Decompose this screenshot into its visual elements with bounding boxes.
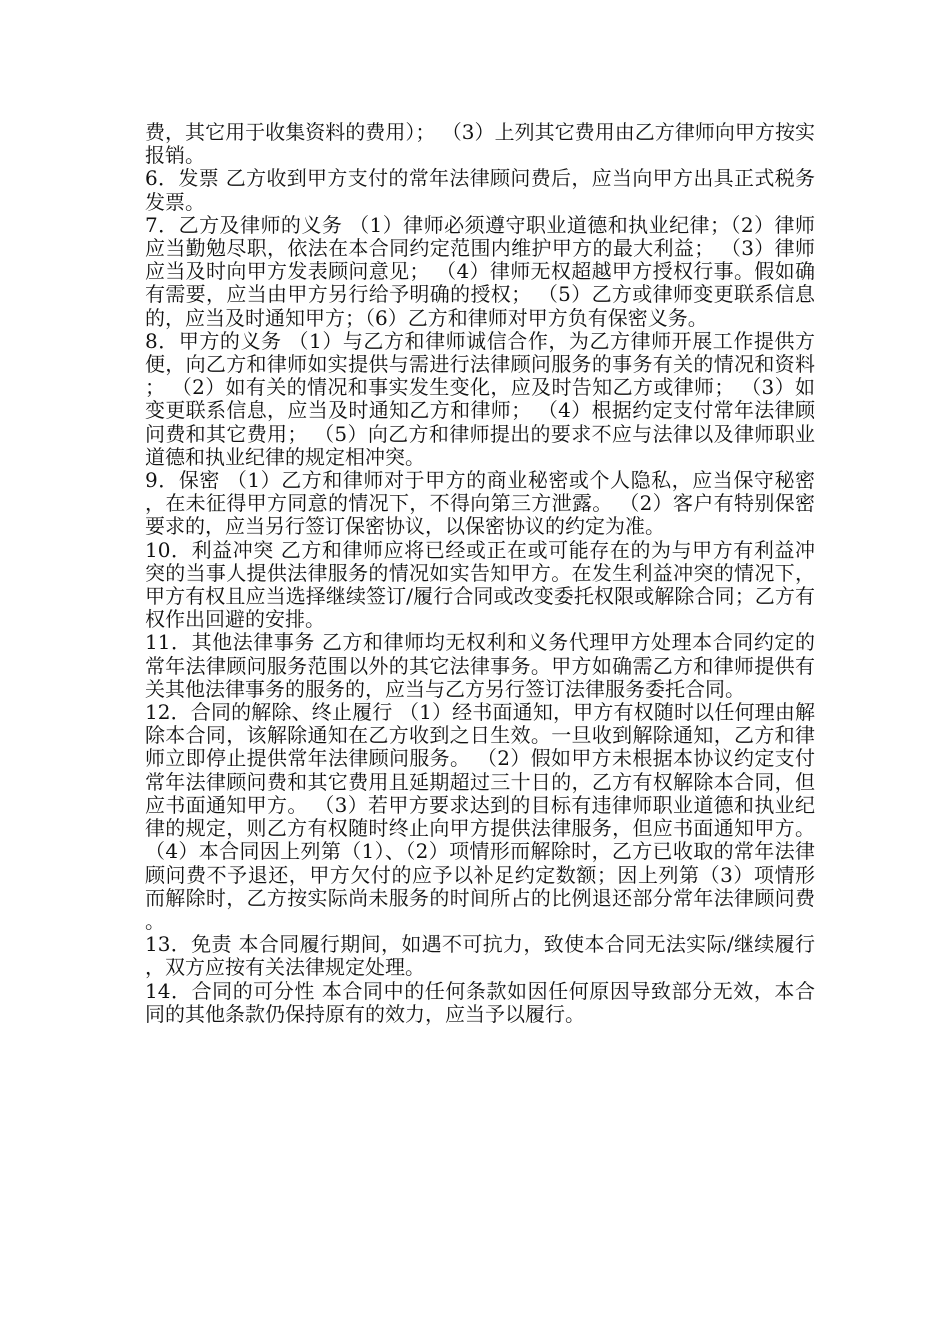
paragraph-severability: 14．合同的可分性 本合同中的任何条款如因任何原因导致部分无效，本合同的其他条款仍保持原有的效力，应当予以履行。 <box>145 978 815 1026</box>
paragraph-invoice: 6．发票 乙方收到甲方支付的常年法律顾问费后，应当向甲方出具正式税务发票。 <box>145 166 815 214</box>
paragraph-party-a-obligations: 8．甲方的义务 （1）与乙方和律师诚信合作，为乙方律师开展工作提供方便，向乙方和律师如实提供与需进行法律顾问服务的事务有关的情况和资料； （2）如有关的情况和事实发生变化，应及时告知乙方或律师； （3）如变更联系信息，应当及时通知乙方和律师； （4）根据约定支付常年法律顾问费和其它费用； （5）向乙方和律师提出的要求不应与法律以及律师职业道德和执业纪律的规定相冲突。 <box>145 328 815 469</box>
document-body <box>145 121 815 1026</box>
paragraph-fees-continued: 费，其它用于收集资料的费用）； （3）上列其它费用由乙方律师向甲方按实报销。 <box>145 120 815 168</box>
paragraph-exemption: 13．免责 本合同履行期间，如遇不可抗力，致使本合同无法实际/继续履行，双方应按有关法律规定处理。 <box>145 932 815 980</box>
paragraph-conflict-of-interest: 10．利益冲突 乙方和律师应将已经或正在或可能存在的为与甲方有利益冲突的当事人提供法律服务的情况如实告知甲方。在发生利益冲突的情况下，甲方有权且应当选择继续签订/履行合同或改变委托权限或解除合同；乙方有权作出回避的安排。 <box>145 537 815 632</box>
paragraph-party-b-obligations: 7．乙方及律师的义务 （1）律师必须遵守职业道德和执业纪律；（2）律师应当勤勉尽职，依法在本合同约定范围内维护甲方的最大利益； （3）律师应当及时向甲方发表顾问意见； （4）律师无权超越甲方授权行事。假如确有需要，应当由甲方另行给予明确的授权； （5）乙方或律师变更联系信息的，应当及时通知甲方；（6）乙方和律师对甲方负有保密义务。 <box>145 212 815 330</box>
paragraph-other-legal-matters: 11．其他法律事务 乙方和律师均无权利和义务代理甲方处理本合同约定的常年法律顾问服务范围以外的其它法律事务。甲方如确需乙方和律师提供有关其他法律事务的服务的，应当与乙方另行签订法律服务委托合同。 <box>145 630 815 701</box>
paragraph-termination: 12．合同的解除、终止履行 （1）经书面通知，甲方有权随时以任何理由解除本合同，该解除通知在乙方收到之日生效。一旦收到解除通知，乙方和律师立即停止提供常年法律顾问服务。 （2）假如甲方未根据本协议约定支付常年法律顾问费和其它费用且延期超过三十日的，乙方有权解除本合同，但应书面通知甲方。 （3）若甲方要求达到的目标有违律师职业道德和执业纪律的规定，则乙方有权随时终止向甲方提供法律服务，但应书面通知甲方。 （4）本合同因上列第（1）、（2）项情形而解除时，乙方已收取的常年法律顾问费不予退还，甲方欠付的应予以补足约定数额；因上列第（3）项情形而解除时，乙方按实际尚未服务的时间所占的比例退还部分常年法律顾问费。 <box>145 700 815 933</box>
paragraph-confidentiality: 9．保密 （1）乙方和律师对于甲方的商业秘密或个人隐私，应当保守秘密，在未征得甲方同意的情况下，不得向第三方泄露。 （2）客户有特别保密要求的，应当另行签订保密协议，以保密协议的约定为准。 <box>145 468 815 539</box>
